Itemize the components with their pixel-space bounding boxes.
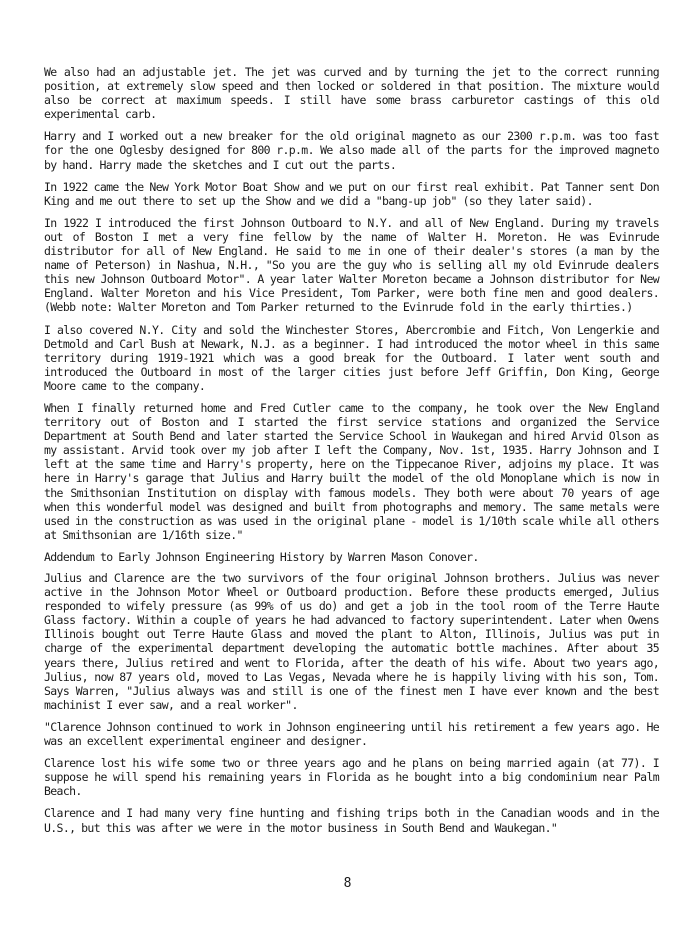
paragraph-motor-boat-show: In 1922 came the New York Motor Boat Show and we put on our first real exhibit. Pat Tanner sent Don King and me out there to set up the Show and we did a "bang-up job" (so they later said). <box>44 179 659 208</box>
paragraph-adjustable-jet: We also had an adjustable jet. The jet was curved and by turning the jet to the correct running position, at extremely slow speed and then locked or soldered in that position. The mixture would also be correct at maximum speeds. I still have some brass carburetor castings of this old experimental carb. <box>44 65 659 122</box>
paragraph-clarence-engineering: "Clarence Johnson continued to work in Johnson engineering until his retirement a few years ago. He was an excellent experimental engineer and designer. <box>44 719 659 749</box>
paragraph-magneto-breaker: Harry and I worked out a new breaker for the old original magneto as our 2300 r.p.m. was too fast for the one Oglesby designed for 800 r.p.m. We also made all of the parts for the improved magneto by hand. Harry made the sketches and I cut out the parts. <box>44 129 659 172</box>
page-number: 8 <box>343 876 352 891</box>
paragraph-new-england: In 1922 I introduced the first Johnson Outboard to N.Y. and all of New England. During my travels out of Boston I met a very fine fellow by the name of Walter H. Moreton. He was Evinrude distributor for all of New England. He said to me in one of their dealer's stores (a man by the name of Peterson) in Nashua, N.H., "So you are the guy who is selling all my old Evinrude dealers this new Johnson Outboard Motor". A year later Walter Moreton became a Johnson distributor for New England. Walter Moreton and his Vice President, Tom Parker, were both fine men and good dealers. (Webb note: Walter Moreton and Tom Parker returned to the Evinrude fold in the early thirties.) <box>44 215 659 315</box>
paragraph-service-department: When I finally returned home and Fred Cutler came to the company, he took over the New England territory out of Boston and I started the first service stations and organized the Service Department at South Bend and later started the Service School in Waukegan and hired Arvid Olson as my assistant. Arvid took over my job after I left the Company, Nov. 1st, 1935. Harry Johnson and I left at the same time and Harry's property, here on the Tippecanoe River, adjoins my place. It was here in Harry's garage that Julius and Harry built the model of the old Monoplane which is now in the Smithsonian Institution on display with famous models. They both were about 70 years of age when this wonderful model was designed and built from photographs and memory. The same metals were used in the construction as was used in the original plane - model is 1/10th scale while all others at Smithsonian are 1/16th size." <box>44 400 659 542</box>
paragraph-julius-clarence: Julius and Clarence are the two survivors of the four original Johnson brothers. Julius was never active in the Johnson Motor Wheel or Outboard production. Before these products emerged, Julius responded to wifely pressure (as 99% of us do) and get a job in the tool room of the Terre Haute Glass factory. Within a couple of years he had advanced to factory superintendent. Later when Owens Illinois bought out Terre Haute Glass and moved the plant to Alton, Illinois, Julius was put in charge of the experimental department developing the automatic bottle machines. After about 35 years there, Julius retired and went to Florida, after the death of his wife. About two years ago, Julius, now 87 years old, moved to Las Vegas, Nevada where he is happily living with his son, Tom. Says Warren, "Julius always was and still is one of the finest men I have ever known and the best machinist I ever saw, and a real worker". <box>44 571 659 712</box>
paragraph-ny-city: I also covered N.Y. City and sold the Winchester Stores, Abercrombie and Fitch, Von Lengerkie and Detmold and Carl Bush at Newark, N.J. as a beginner. I had introduced the motor wheel in this same territory during 1919-1921 which was a good break for the Outboard. I later went south and introduced the Outboard in most of the larger cities just before Jeff Griffin, Don King, George Moore came to the company. <box>44 322 659 393</box>
paragraph-hunting-trips: Clarence and I had many very fine hunting and fishing trips both in the Canadian woods and in the U.S., but this was after we were in the motor business in South Bend and Waukegan." <box>44 806 659 835</box>
document-body <box>44 65 659 843</box>
paragraph-clarence-married: Clarence lost his wife some two or three years ago and he plans on being married again (at 77). I suppose he will spend his remaining years in Florida as he bought into a big condominium near Palm Beach. <box>44 756 659 799</box>
addendum-heading: Addendum to Early Johnson Engineering History by Warren Mason Conover. <box>44 549 479 564</box>
